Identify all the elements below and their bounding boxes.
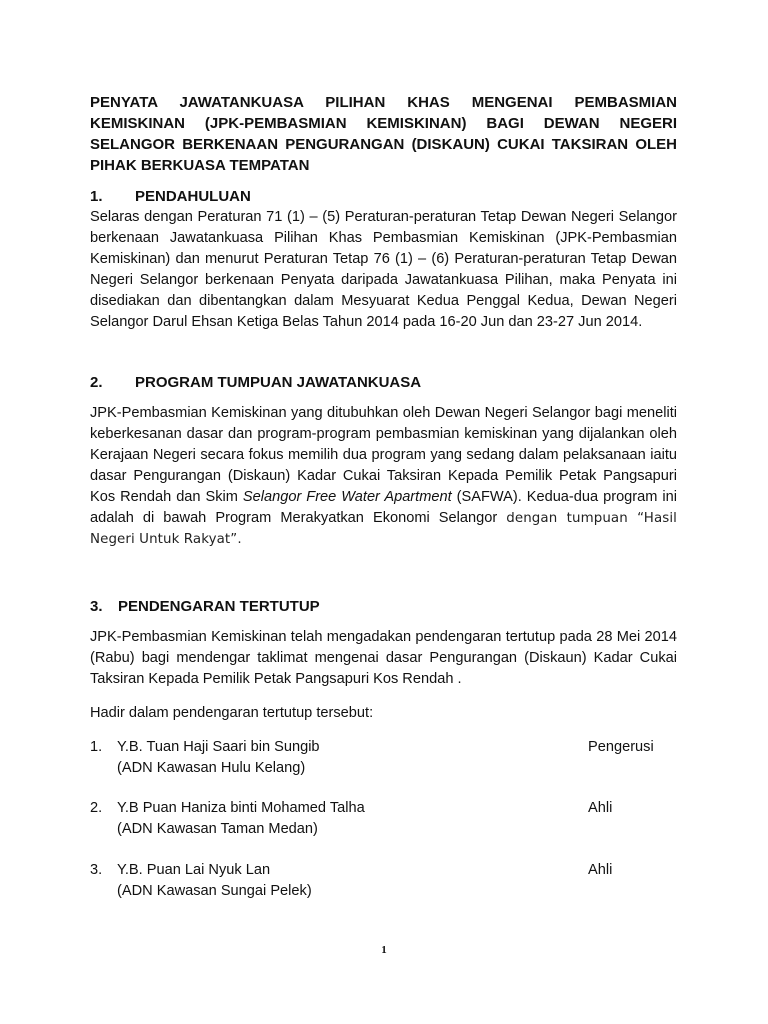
page-number: 1 <box>381 944 387 956</box>
body-text: JPK-Pembasmian Kemiskinan yang ditubuhkan oleh Dewan Negeri Selangor bagi meneliti keberkesanan dasar dan program-program pembasmian kemiskinan yang dijalankan oleh Kerajaan Negeri secara fokus memilih dua program yang sedang dalam pelaksanaan iaitu dasar Pengurangan (Diskaun) Kadar Cukai Taksiran Kepada Pemilik Petak Pangsapuri Kos Rendah dan Skim <box>90 405 677 505</box>
section-body-pendahuluan: Selaras dengan Peraturan 71 (1) – (5) Peraturan-peraturan Tetap Dewan Negeri Selangor berkenaan Jawatankuasa Pilihan Khas Pembasmian Kemiskinan (JPK-Pembasmian Kemiskinan) dan menurut Peraturan Tetap 76 (1) – (6) Peraturan-peraturan Tetap Dewan Negeri Selangor berkenaan Penyata daripada Jawatankuasa Pilihan, maka Penyata ini disediakan dan dibentangkan dalam Mesyuarat Kedua Penggal Kedua, Dewan Negeri Selangor Darul Ehsan Ketiga Belas Tahun 2014 pada 16-20 Jun dan 23-27 Jun 2014. <box>90 209 677 330</box>
section-number: 2. <box>90 374 103 391</box>
section-title: PENDAHULUAN <box>135 188 251 205</box>
section-body-pendengaran: JPK-Pembasmian Kemiskinan telah mengadakan pendengaran tertutup pada 28 Mei 2014 (Rabu) bagi mendengar taklimat mengenai dasar Pengurangan (Diskaun) Kadar Cukai Taksiran Kepada Pemilik Petak Pangsapuri Kos Rendah . <box>90 629 677 687</box>
attendee-number: 3. <box>90 862 103 878</box>
section-number: 1. <box>90 188 103 205</box>
scheme-name: Selangor Free Water Apartment <box>242 489 452 505</box>
attendee-number: 2. <box>90 800 103 816</box>
body-text: (SAFWA). Kedua-dua program ini adalah di bawah Program Merakyatkan Ekonomi Selangor <box>90 489 678 526</box>
attendee-constituency: (ADN Kawasan Taman Medan) <box>117 821 318 837</box>
attendee-number: 1. <box>90 739 103 755</box>
attendee-constituency: (ADN Kawasan Sungai Pelek) <box>117 883 312 899</box>
section-heading-pendahuluan <box>90 186 251 207</box>
body-text-tail: dengan tumpuan “Hasil Negeri Untuk Rakyat”. <box>90 511 677 547</box>
section-title: PROGRAM TUMPUAN JAWATANKUASA <box>135 374 422 391</box>
attendance-intro: Hadir dalam pendengaran tertutup tersebut: <box>90 705 374 721</box>
attendee-role: Ahli <box>588 800 613 816</box>
attendee-constituency: (ADN Kawasan Hulu Kelang) <box>117 760 306 776</box>
attendee-role: Pengerusi <box>588 739 654 755</box>
attendee-name: Y.B. Tuan Haji Saari bin Sungib <box>117 739 320 755</box>
attendee-name: Y.B. Puan Lai Nyuk Lan <box>117 862 271 878</box>
section-body-program <box>90 403 677 550</box>
attendee-name: Y.B Puan Haniza binti Mohamed Talha <box>117 800 365 816</box>
section-heading-pendengaran <box>90 596 320 617</box>
section-heading-program <box>90 372 421 393</box>
section-number: 3. <box>90 598 103 615</box>
document-title: PENYATA JAWATANKUASA PILIHAN KHAS MENGENAI PEMBASMIAN KEMISKINAN (JPK-PEMBASMIAN KEMISKINAN) BAGI DEWAN NEGERI SELANGOR BERKENAAN PENGURANGAN (DISKAUN) CUKAI TAKSIRAN OLEH PIHAK BERKUASA TEMPATAN <box>90 94 677 174</box>
section-title: PENDENGARAN TERTUTUP <box>118 598 320 615</box>
attendee-role: Ahli <box>588 862 613 878</box>
